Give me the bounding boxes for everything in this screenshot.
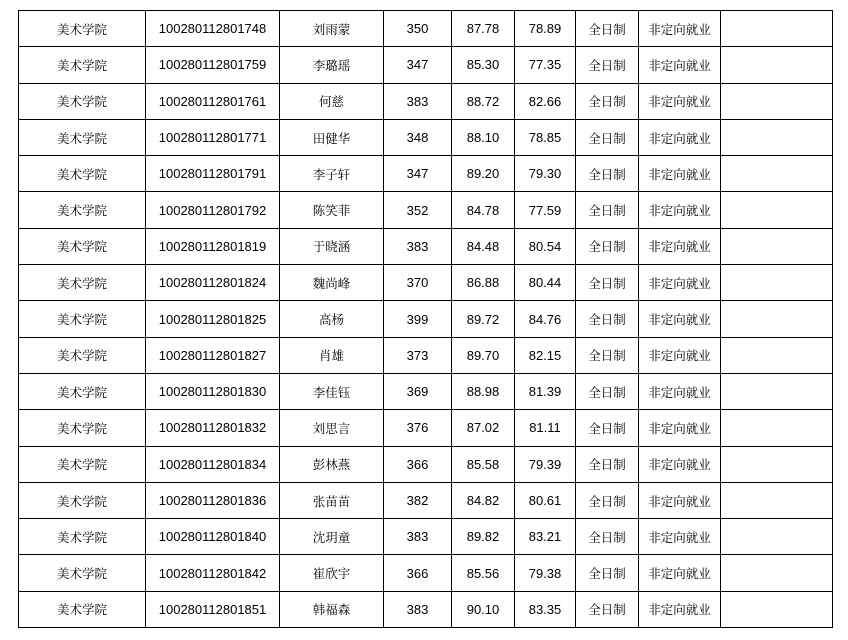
exam-id-cell: 100280112801759 bbox=[146, 47, 280, 83]
table-row bbox=[19, 265, 833, 301]
total-score-cell: 78.85 bbox=[515, 119, 576, 155]
college-cell: 美术学院 bbox=[19, 47, 146, 83]
initial-score-cell: 382 bbox=[384, 482, 452, 518]
remarks-cell bbox=[721, 555, 833, 591]
student-name-cell: 田健华 bbox=[280, 119, 384, 155]
study-mode-cell: 全日制 bbox=[576, 301, 639, 337]
college-cell: 美术学院 bbox=[19, 156, 146, 192]
admission-list-table-container bbox=[18, 10, 832, 628]
study-mode-cell: 全日制 bbox=[576, 265, 639, 301]
employment-type-cell: 非定向就业 bbox=[639, 482, 721, 518]
table-row bbox=[19, 301, 833, 337]
study-mode-cell: 全日制 bbox=[576, 228, 639, 264]
initial-score-cell: 383 bbox=[384, 83, 452, 119]
remarks-cell bbox=[721, 156, 833, 192]
initial-score-cell: 383 bbox=[384, 228, 452, 264]
employment-type-cell: 非定向就业 bbox=[639, 301, 721, 337]
table-row bbox=[19, 337, 833, 373]
table-row bbox=[19, 410, 833, 446]
remarks-cell bbox=[721, 519, 833, 555]
remarks-cell bbox=[721, 591, 833, 627]
study-mode-cell: 全日制 bbox=[576, 555, 639, 591]
initial-score-cell: 383 bbox=[384, 591, 452, 627]
study-mode-cell: 全日制 bbox=[576, 119, 639, 155]
table-body bbox=[19, 11, 833, 628]
exam-id-cell: 100280112801832 bbox=[146, 410, 280, 446]
exam-id-cell: 100280112801851 bbox=[146, 591, 280, 627]
total-score-cell: 80.54 bbox=[515, 228, 576, 264]
student-name-cell: 高杨 bbox=[280, 301, 384, 337]
college-cell: 美术学院 bbox=[19, 482, 146, 518]
student-name-cell: 韩福森 bbox=[280, 591, 384, 627]
exam-id-cell: 100280112801842 bbox=[146, 555, 280, 591]
retest-score-cell: 85.56 bbox=[452, 555, 515, 591]
initial-score-cell: 348 bbox=[384, 119, 452, 155]
table-row bbox=[19, 119, 833, 155]
employment-type-cell: 非定向就业 bbox=[639, 591, 721, 627]
student-name-cell: 肖雄 bbox=[280, 337, 384, 373]
study-mode-cell: 全日制 bbox=[576, 337, 639, 373]
initial-score-cell: 352 bbox=[384, 192, 452, 228]
remarks-cell bbox=[721, 47, 833, 83]
remarks-cell bbox=[721, 265, 833, 301]
employment-type-cell: 非定向就业 bbox=[639, 11, 721, 47]
total-score-cell: 77.35 bbox=[515, 47, 576, 83]
table-row bbox=[19, 446, 833, 482]
table-row bbox=[19, 373, 833, 409]
retest-score-cell: 88.10 bbox=[452, 119, 515, 155]
total-score-cell: 82.15 bbox=[515, 337, 576, 373]
student-name-cell: 陈笑菲 bbox=[280, 192, 384, 228]
remarks-cell bbox=[721, 446, 833, 482]
exam-id-cell: 100280112801825 bbox=[146, 301, 280, 337]
exam-id-cell: 100280112801819 bbox=[146, 228, 280, 264]
employment-type-cell: 非定向就业 bbox=[639, 156, 721, 192]
total-score-cell: 78.89 bbox=[515, 11, 576, 47]
total-score-cell: 80.44 bbox=[515, 265, 576, 301]
total-score-cell: 79.39 bbox=[515, 446, 576, 482]
table-row bbox=[19, 192, 833, 228]
study-mode-cell: 全日制 bbox=[576, 373, 639, 409]
total-score-cell: 77.59 bbox=[515, 192, 576, 228]
employment-type-cell: 非定向就业 bbox=[639, 337, 721, 373]
retest-score-cell: 87.78 bbox=[452, 11, 515, 47]
remarks-cell bbox=[721, 228, 833, 264]
exam-id-cell: 100280112801792 bbox=[146, 192, 280, 228]
initial-score-cell: 369 bbox=[384, 373, 452, 409]
table-row bbox=[19, 156, 833, 192]
college-cell: 美术学院 bbox=[19, 11, 146, 47]
college-cell: 美术学院 bbox=[19, 446, 146, 482]
initial-score-cell: 366 bbox=[384, 555, 452, 591]
retest-score-cell: 89.20 bbox=[452, 156, 515, 192]
student-name-cell: 彭林燕 bbox=[280, 446, 384, 482]
total-score-cell: 79.30 bbox=[515, 156, 576, 192]
college-cell: 美术学院 bbox=[19, 83, 146, 119]
retest-score-cell: 88.98 bbox=[452, 373, 515, 409]
study-mode-cell: 全日制 bbox=[576, 83, 639, 119]
initial-score-cell: 376 bbox=[384, 410, 452, 446]
employment-type-cell: 非定向就业 bbox=[639, 47, 721, 83]
total-score-cell: 79.38 bbox=[515, 555, 576, 591]
total-score-cell: 83.21 bbox=[515, 519, 576, 555]
table-row bbox=[19, 482, 833, 518]
student-name-cell: 刘思言 bbox=[280, 410, 384, 446]
table-row bbox=[19, 47, 833, 83]
initial-score-cell: 373 bbox=[384, 337, 452, 373]
employment-type-cell: 非定向就业 bbox=[639, 228, 721, 264]
total-score-cell: 84.76 bbox=[515, 301, 576, 337]
retest-score-cell: 90.10 bbox=[452, 591, 515, 627]
retest-score-cell: 89.70 bbox=[452, 337, 515, 373]
study-mode-cell: 全日制 bbox=[576, 410, 639, 446]
table-row bbox=[19, 591, 833, 627]
college-cell: 美术学院 bbox=[19, 591, 146, 627]
remarks-cell bbox=[721, 83, 833, 119]
retest-score-cell: 89.72 bbox=[452, 301, 515, 337]
student-name-cell: 魏尚峰 bbox=[280, 265, 384, 301]
initial-score-cell: 350 bbox=[384, 11, 452, 47]
total-score-cell: 82.66 bbox=[515, 83, 576, 119]
employment-type-cell: 非定向就业 bbox=[639, 373, 721, 409]
student-name-cell: 沈玥童 bbox=[280, 519, 384, 555]
exam-id-cell: 100280112801836 bbox=[146, 482, 280, 518]
exam-id-cell: 100280112801771 bbox=[146, 119, 280, 155]
study-mode-cell: 全日制 bbox=[576, 192, 639, 228]
college-cell: 美术学院 bbox=[19, 192, 146, 228]
exam-id-cell: 100280112801761 bbox=[146, 83, 280, 119]
total-score-cell: 81.11 bbox=[515, 410, 576, 446]
initial-score-cell: 370 bbox=[384, 265, 452, 301]
college-cell: 美术学院 bbox=[19, 265, 146, 301]
student-name-cell: 何慈 bbox=[280, 83, 384, 119]
college-cell: 美术学院 bbox=[19, 337, 146, 373]
table-row bbox=[19, 519, 833, 555]
study-mode-cell: 全日制 bbox=[576, 47, 639, 83]
initial-score-cell: 383 bbox=[384, 519, 452, 555]
retest-score-cell: 86.88 bbox=[452, 265, 515, 301]
college-cell: 美术学院 bbox=[19, 410, 146, 446]
retest-score-cell: 87.02 bbox=[452, 410, 515, 446]
employment-type-cell: 非定向就业 bbox=[639, 555, 721, 591]
college-cell: 美术学院 bbox=[19, 555, 146, 591]
table-row bbox=[19, 83, 833, 119]
initial-score-cell: 347 bbox=[384, 156, 452, 192]
remarks-cell bbox=[721, 337, 833, 373]
employment-type-cell: 非定向就业 bbox=[639, 446, 721, 482]
retest-score-cell: 85.30 bbox=[452, 47, 515, 83]
study-mode-cell: 全日制 bbox=[576, 482, 639, 518]
table-row bbox=[19, 11, 833, 47]
admission-list-table bbox=[18, 10, 833, 628]
student-name-cell: 于晓涵 bbox=[280, 228, 384, 264]
retest-score-cell: 89.82 bbox=[452, 519, 515, 555]
remarks-cell bbox=[721, 11, 833, 47]
exam-id-cell: 100280112801830 bbox=[146, 373, 280, 409]
retest-score-cell: 85.58 bbox=[452, 446, 515, 482]
retest-score-cell: 84.48 bbox=[452, 228, 515, 264]
exam-id-cell: 100280112801824 bbox=[146, 265, 280, 301]
exam-id-cell: 100280112801791 bbox=[146, 156, 280, 192]
exam-id-cell: 100280112801827 bbox=[146, 337, 280, 373]
student-name-cell: 刘雨蒙 bbox=[280, 11, 384, 47]
remarks-cell bbox=[721, 192, 833, 228]
remarks-cell bbox=[721, 482, 833, 518]
remarks-cell bbox=[721, 373, 833, 409]
remarks-cell bbox=[721, 410, 833, 446]
remarks-cell bbox=[721, 119, 833, 155]
study-mode-cell: 全日制 bbox=[576, 446, 639, 482]
initial-score-cell: 399 bbox=[384, 301, 452, 337]
employment-type-cell: 非定向就业 bbox=[639, 410, 721, 446]
total-score-cell: 80.61 bbox=[515, 482, 576, 518]
college-cell: 美术学院 bbox=[19, 119, 146, 155]
employment-type-cell: 非定向就业 bbox=[639, 519, 721, 555]
exam-id-cell: 100280112801748 bbox=[146, 11, 280, 47]
college-cell: 美术学院 bbox=[19, 228, 146, 264]
study-mode-cell: 全日制 bbox=[576, 591, 639, 627]
exam-id-cell: 100280112801834 bbox=[146, 446, 280, 482]
study-mode-cell: 全日制 bbox=[576, 519, 639, 555]
study-mode-cell: 全日制 bbox=[576, 156, 639, 192]
college-cell: 美术学院 bbox=[19, 519, 146, 555]
employment-type-cell: 非定向就业 bbox=[639, 83, 721, 119]
study-mode-cell: 全日制 bbox=[576, 11, 639, 47]
exam-id-cell: 100280112801840 bbox=[146, 519, 280, 555]
retest-score-cell: 84.78 bbox=[452, 192, 515, 228]
retest-score-cell: 88.72 bbox=[452, 83, 515, 119]
remarks-cell bbox=[721, 301, 833, 337]
employment-type-cell: 非定向就业 bbox=[639, 119, 721, 155]
total-score-cell: 81.39 bbox=[515, 373, 576, 409]
table-row bbox=[19, 555, 833, 591]
initial-score-cell: 366 bbox=[384, 446, 452, 482]
student-name-cell: 李子轩 bbox=[280, 156, 384, 192]
student-name-cell: 李佳钰 bbox=[280, 373, 384, 409]
employment-type-cell: 非定向就业 bbox=[639, 192, 721, 228]
college-cell: 美术学院 bbox=[19, 301, 146, 337]
total-score-cell: 83.35 bbox=[515, 591, 576, 627]
college-cell: 美术学院 bbox=[19, 373, 146, 409]
table-row bbox=[19, 228, 833, 264]
student-name-cell: 张苗苗 bbox=[280, 482, 384, 518]
employment-type-cell: 非定向就业 bbox=[639, 265, 721, 301]
student-name-cell: 崔欣宇 bbox=[280, 555, 384, 591]
initial-score-cell: 347 bbox=[384, 47, 452, 83]
student-name-cell: 李璐瑶 bbox=[280, 47, 384, 83]
retest-score-cell: 84.82 bbox=[452, 482, 515, 518]
